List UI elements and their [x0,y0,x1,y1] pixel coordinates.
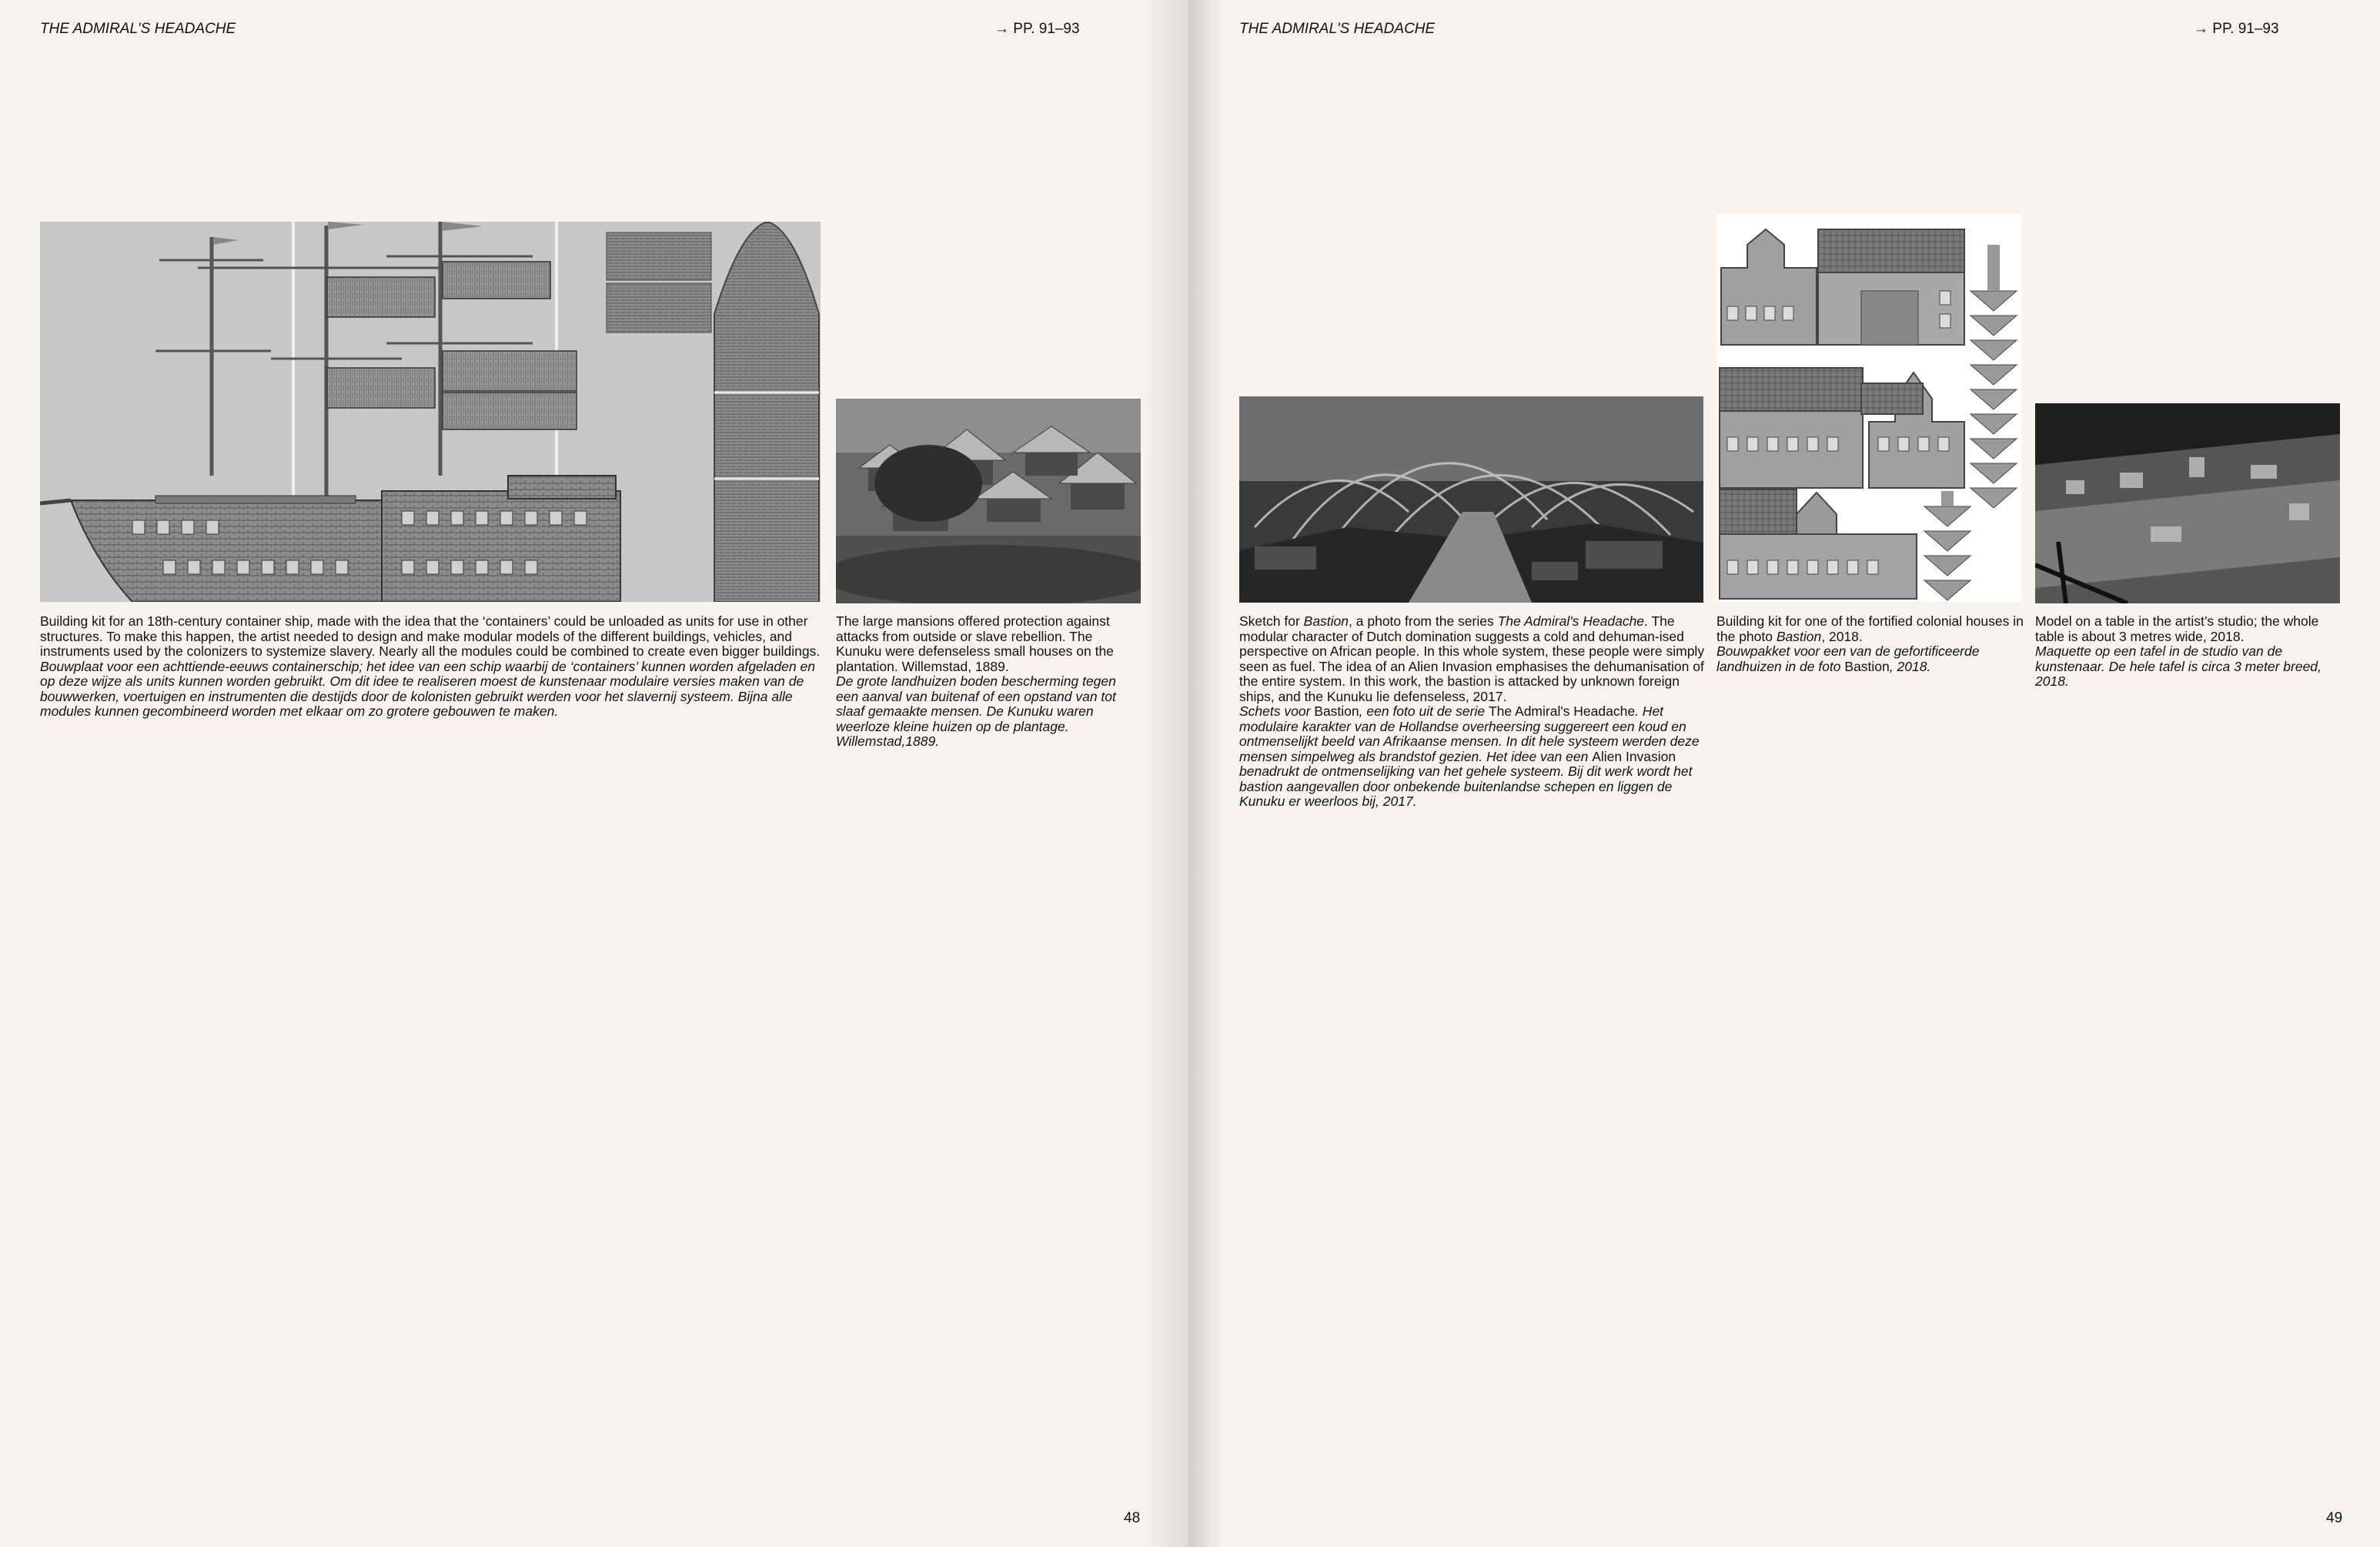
ship-kit-caption [40,614,825,720]
caption-text: , a photo from the series [1349,613,1498,629]
left-page [0,0,1188,1547]
running-title: THE ADMIRAL'S HEADACHE [1239,21,1436,37]
series-title: The Admiral's Headache [1497,613,1645,629]
kunuku-caption [836,614,1141,750]
caption-text: benadrukt de ontmenselijking van het gehele systeem. Bij dit werk wordt het bastion aangevallen door onbekende buitenlandse schepen en liggen de Kunuku er weerloos bij, 2017. [1239,763,1693,809]
spine-shadow [1188,0,1222,1547]
caption-text: . Het modulaire karakter van de Hollandse overheersing suggereert een koud en ontmenselijkt beeld van Afrikaanse mensen. In dit hele systeem werden deze mensen simpelweg als brandstof gezien. Het idee van een [1239,703,1700,764]
caption-dutch: Bouwplaat voor een achttiende-eeuws containerschip; het idee van een schip waarbij de ‘containers’ kunnen worden afgeladen en op deze wijze als units kunnen worden gebruikt. Om dit idee te realiseren moest de kunstenaar modulaire versies maken van de bouwwerken, voertuigen en instrumenten die destijds door de kolonisten gebruikt werden voor het slavernij systeem. Bijna alle modules kunnen gecombineerd worden met elkaar om zo grotere gebouwen te maken. [40,658,815,719]
work-title: Bastion [1844,658,1890,674]
caption-text: , een foto uit de serie [1359,703,1489,719]
caption-term: Alien Invasion [1592,748,1676,764]
page-reference: → PP. 91–93 [2194,21,2279,37]
page-number: 48 [1124,1510,1141,1526]
model-caption [2035,614,2343,690]
ship-building-kit-image [40,222,821,602]
colonial-house-kit-image [1716,214,2021,602]
page-reference: → PP. 91–93 [994,21,1080,37]
bastion-caption [1239,614,1706,810]
caption-english: The large mansions offered protection against attacks from outside or slave rebellion. The Kunuku were defenseless small houses on the plantation. Willemstad, 1889. [836,613,1114,674]
page-number: 49 [2326,1510,2343,1526]
house-kit-caption [1716,614,2027,674]
right-page [1188,0,2380,1547]
caption-english: Building kit for an 18th-century container ship, made with the idea that the ‘containers’ could be unloaded as units for use in other structures. To make this happen, the artist needed to design and make modular models of the different buildings, vehicles, and instruments used by the colonizers to systemize slavery. Nearly all the modules could be combined to create even bigger buildings. [40,613,821,659]
caption-text: Building kit for one of the fortified colonial houses in the photo [1716,613,2024,644]
kunuku-houses-photo [836,399,1141,603]
spine-shadow [1142,0,1188,1547]
studio-model-photo [2035,403,2340,603]
caption-text: Schets voor [1239,703,1315,719]
caption-english: Model on a table in the artist’s studio; the whole table is about 3 metres wide, 2018. [2035,613,2319,644]
caption-text: Sketch for [1239,613,1304,629]
caption-text: , 2018. [1889,658,1931,674]
caption-text: Bouwpakket voor een van de gefortificeerde landhuizen in de foto [1716,643,1980,674]
caption-dutch [1716,644,2027,674]
caption-dutch: Maquette op een tafel in de studio van de kunstenaar. De hele tafel is circa 3 meter breed, 2018. [2035,643,2322,689]
work-title: Bastion [1303,613,1349,629]
caption-english [1716,614,2027,644]
bastion-sketch-image [1239,396,1703,603]
caption-dutch [1239,704,1706,810]
running-title: THE ADMIRAL'S HEADACHE [40,21,236,37]
caption-text: . The modular character of Dutch domination suggests a cold and dehuman-ised perspective on African people. In this whole system, these people were simply seen as fuel. The idea of an Alien Invasion emphasises the dehumanisation of the entire system. In this work, the bastion is attacked by unknown foreign ships, and the Kunuku lie defenseless, 2017. [1239,613,1705,704]
work-title: Bastion [1776,628,1822,644]
caption-text: , 2018. [1821,628,1863,644]
work-title: Bastion [1314,703,1359,719]
series-title: The Admiral's Headache [1488,703,1636,719]
caption-dutch: De grote landhuizen boden bescherming tegen een aanval van buitenaf of een opstand van tot slaaf gemaakte mensen. De Kunuku waren weerloze kleine huizen op de plantage. Willemstad,1889. [836,673,1116,749]
caption-english [1239,614,1706,704]
